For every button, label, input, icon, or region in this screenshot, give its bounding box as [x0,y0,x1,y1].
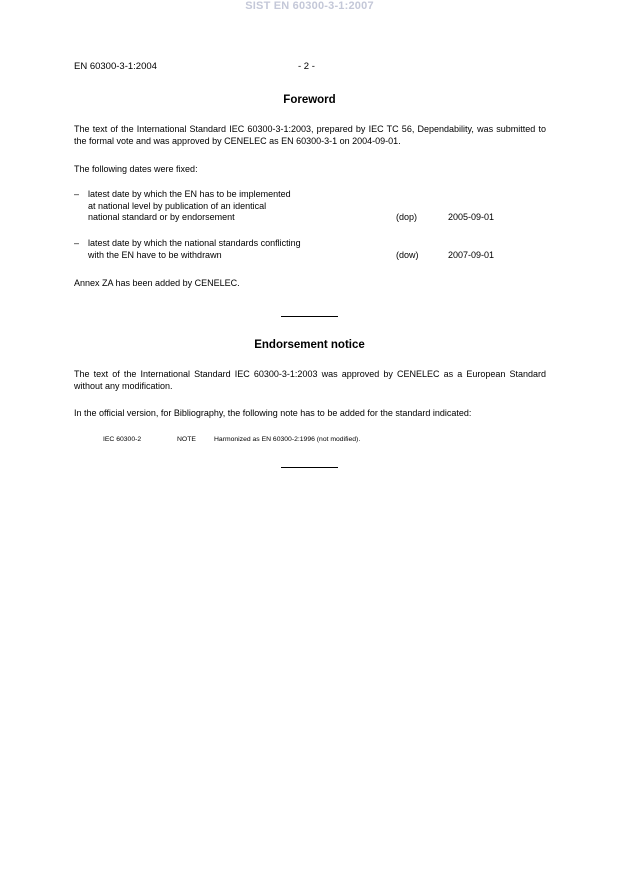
list-item-date: 2007-09-01 [448,250,495,260]
list-item-date: 2005-09-01 [448,212,495,222]
list-item-code: (dow) [396,250,419,260]
list-item-line: at national level by publication of an identical [88,200,267,211]
foreword-annex-note: Annex ZA has been added by CENELEC. [74,278,240,288]
section-divider [281,467,338,468]
list-item-dash: – [74,189,80,199]
note-reference: IEC 60300-2 [103,436,142,443]
endorsement-paragraph-2: In the official version, for Bibliography, the following note has to be added for the standard indicated: [74,408,472,418]
list-item-line: latest date by which the national standards conflicting [88,238,301,248]
note-label: NOTE [177,436,196,443]
list-item-line: national standard or by endorsement [88,212,235,222]
watermark: SIST EN 60300-3-1:2007 [245,0,374,12]
list-item-dash: – [74,238,80,248]
header-page-number: - 2 - [298,61,315,72]
section-divider [281,316,338,317]
list-item-code: (dop) [396,212,418,222]
foreword-paragraph-1: The text of the International Standard IEC 60300-3-1:2003, prepared by IEC TC 56, Dependability, was submitted to the formal vote and was approved by CENELEC as EN 60300-3-1 on 2004-09-01. [74,124,546,146]
note-text: Harmonized as EN 60300-2:1996 (not modified). [214,436,361,443]
list-item-text [88,238,388,261]
list-item-line: latest date by which the EN has to be implemented [88,189,291,199]
list-item-line: with the EN have to be withdrawn [88,249,222,260]
header-doc-id: EN 60300-3-1:2004 [74,61,157,72]
list-item-text [88,189,388,224]
foreword-paragraph-2: The following dates were fixed: [74,164,198,174]
foreword-heading: Foreword [283,94,336,106]
endorsement-paragraph-1: The text of the International Standard IEC 60300-3-1:2003 was approved by CENELEC as a European Standard without any modification. [74,369,546,391]
endorsement-heading: Endorsement notice [254,339,365,351]
